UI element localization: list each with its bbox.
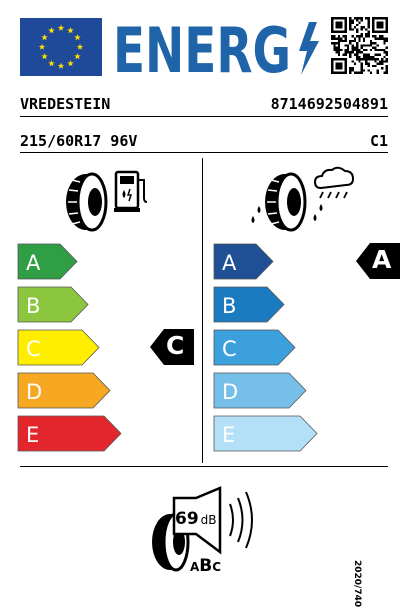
fuel-bars-letter-c: C	[26, 337, 41, 361]
energy-title-text: ENERG	[113, 14, 291, 87]
tyre-size: 215/60R17 96V	[20, 132, 138, 150]
divider-bottom	[20, 466, 388, 467]
wet-bars-letter-e: E	[222, 423, 236, 447]
noise-unit: dB	[200, 513, 217, 527]
fuel-rating-letter: C	[166, 331, 185, 360]
noise-value: 69	[175, 509, 199, 529]
regulation-number: 2020/740	[352, 560, 362, 607]
fuel-rating-indicator	[150, 329, 194, 365]
ean-code: 8714692504891	[270, 95, 388, 113]
wet-rating-letter: A	[372, 245, 392, 274]
supplier-name: VREDESTEIN	[20, 95, 111, 113]
noise-class-a: A	[190, 560, 200, 574]
noise-classes	[190, 556, 221, 576]
tyre-class: C1	[369, 132, 388, 150]
noise-value-box	[175, 509, 217, 529]
wet-bars-letter-a: A	[222, 251, 237, 275]
fuel-bars-letter-b: B	[26, 294, 41, 318]
noise-class-c: C	[212, 560, 222, 574]
wet-rating-indicator	[356, 243, 400, 279]
fuel-bars-letter-d: D	[26, 380, 43, 404]
noise-class-b: B	[199, 556, 213, 576]
fuel-bars-letter-a: A	[26, 251, 41, 275]
fuel-bars-letter-e: E	[26, 423, 40, 447]
wet-bars-letter-c: C	[222, 337, 237, 361]
wet-bars-letter-d: D	[222, 380, 239, 404]
wet-bars-letter-b: B	[222, 294, 237, 318]
